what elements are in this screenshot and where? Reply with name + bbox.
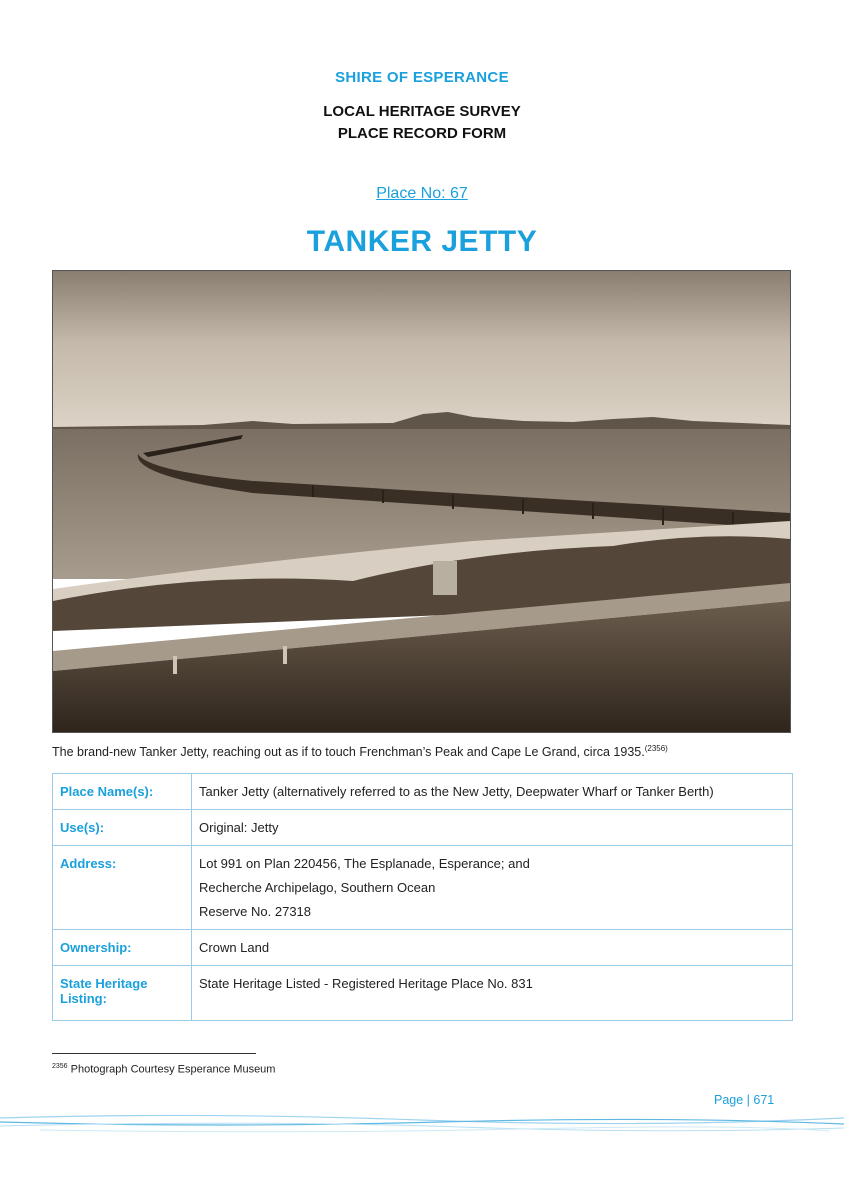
address-value	[192, 846, 793, 930]
place-number	[0, 185, 844, 203]
table-row	[53, 930, 793, 966]
caption-footnote-ref: (2356)	[644, 744, 668, 753]
survey-line-2: PLACE RECORD FORM	[337, 125, 507, 142]
place-names-label: Place Name(s):	[53, 774, 192, 810]
footer-wave-decoration	[0, 1108, 844, 1138]
ownership-label: Ownership:	[53, 930, 192, 966]
table-row	[53, 774, 793, 810]
place-record-table	[52, 773, 793, 1021]
footnote	[52, 1063, 275, 1076]
survey-line-1: LOCAL HERITAGE SURVEY	[323, 103, 521, 120]
state-heritage-label	[53, 966, 192, 1021]
caption-text: The brand-new Tanker Jetty, reaching out as if to touch Frenchman’s Peak and Cape Le Grand, circa 1935.	[52, 745, 645, 760]
table-row	[53, 846, 793, 930]
state-heritage-value: State Heritage Listed - Registered Heritage Place No. 831	[192, 966, 793, 1021]
state-heritage-label-line-2: Listing:	[60, 991, 107, 1006]
state-heritage-label-line-1: State Heritage	[60, 976, 148, 991]
place-number-text: Place No: 67	[376, 185, 468, 202]
table-row	[53, 966, 793, 1021]
footnote-number: 2356	[52, 1063, 68, 1070]
shire-heading: SHIRE OF ESPERANCE	[335, 69, 509, 86]
address-line-2: Recherche Archipelago, Southern Ocean	[199, 880, 436, 895]
page-number: Page | 671	[714, 1093, 775, 1107]
uses-value: Original: Jetty	[192, 810, 793, 846]
address-line-1: Lot 991 on Plan 220456, The Esplanade, Esperance; and	[199, 856, 530, 871]
survey-heading	[0, 101, 844, 145]
photo-caption	[52, 744, 792, 759]
jetty-photograph	[52, 270, 791, 733]
footnote-text: Photograph Courtesy Esperance Museum	[67, 1063, 276, 1076]
ownership-value: Crown Land	[192, 930, 793, 966]
jetty-photo-image	[53, 271, 790, 732]
uses-label: Use(s):	[53, 810, 192, 846]
place-names-value: Tanker Jetty (alternatively referred to as the New Jetty, Deepwater Wharf or Tanker Berth)	[192, 774, 793, 810]
page-title: TANKER JETTY	[306, 225, 538, 258]
address-label: Address:	[53, 846, 192, 930]
address-line-3: Reserve No. 27318	[199, 904, 312, 919]
footnote-divider	[52, 1053, 256, 1054]
table-row	[53, 810, 793, 846]
